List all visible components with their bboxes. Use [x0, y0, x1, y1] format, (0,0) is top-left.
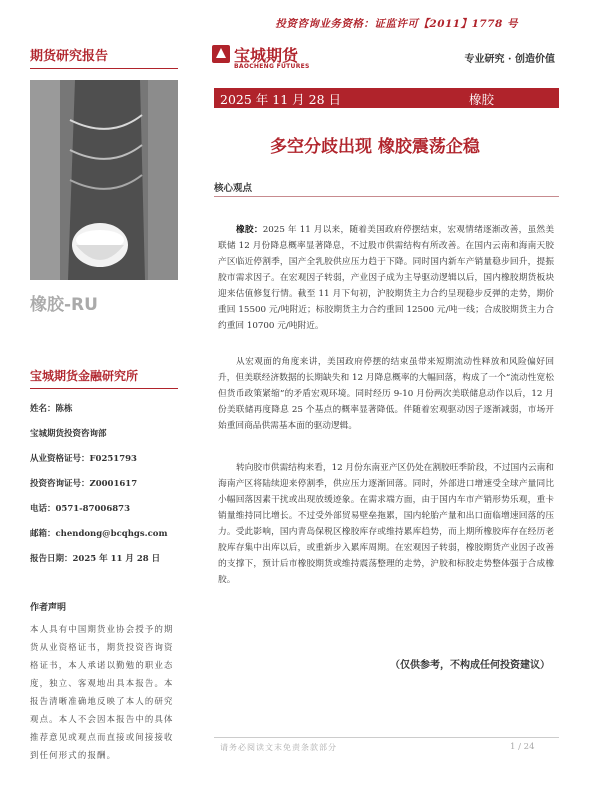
disclaimer-text: 本人具有中国期货业协会授予的期货从业资格证书，期货投资咨询资格证书，本人承诺以勤勉的职业态度，独立、客观地出具本报告。本报告清晰准确地反映了本人的研究观点。本人不会因本报告中的具体推荐意见或观点而直接或间接接收到任何形式的报酬。 [30, 624, 174, 760]
divider [214, 196, 559, 197]
email: 邮箱：chendong@bcqhgs.com [30, 529, 168, 539]
rubber-tree-photo [30, 80, 178, 280]
commodity-code: 橡胶-RU [30, 295, 98, 315]
paragraph-3 [218, 460, 554, 588]
report-date: 报告日期：2025 年 11 月 28 日 [30, 554, 161, 564]
consulting-number: 投资咨询证号：Z0001617 [30, 479, 138, 489]
divider [30, 68, 178, 69]
reference-note: （仅供参考，不构成任何投资建议） [390, 660, 550, 671]
paragraph-lead: 橡胶： [236, 225, 263, 235]
license-text: 投资咨询业务资格：证监许可【2011】1778 号 [275, 18, 518, 30]
paragraph-text: 转向胶市供需结构来看，12 月份东南亚产区仍处在割胶旺季阶段，不过国内云南和海南产区将陆续迎来停割季，供应压力逐渐回落。同时，外部进口增速受全球产量同比小幅回落因素干扰或出现放缓迹象。在需求端方面，由于国内车市产销形势乐观，重卡销量维持同比增长。不过受外部贸易壁垒拖累，国内轮胎产量和出口面临增速回落的压力。受此影响，国内青岛保税区橡胶库存或维持累库趋势，而上期所橡胶库存在经历老胶库存集中出库以后，或重新步入累库周期。在宏观因子转弱，橡胶期货产业因子改善的支撑下，预计后市橡胶期货或维持震荡整理的走势，沪胶和标胶走势整体强于合成橡胶。 [218, 463, 554, 585]
paragraph-text: 从宏观面的角度来讲，美国政府停摆的结束虽带来短期流动性释放和风险偏好回升，但美联经济数据的长期缺失和 12 月降息概率的大幅回落，构成了一个“流动性宽松但货币政策紧缩”的矛盾宏观环境。同时经历 9-10 月份两次美联储息动作以后，12 月份美联储再度降息 25 个基点的概率显著降低。伴随着宏观驱动因子逐渐减弱，市场开始重回商品供需基本面的驱动逻辑。 [218, 357, 554, 431]
divider [30, 388, 178, 389]
disclaimer-title: 作者声明 [30, 603, 67, 613]
institute-name: 宝城期货金融研究所 [30, 369, 139, 383]
qualification-number: 从业资格证号：F0251793 [30, 454, 137, 464]
footer-divider [214, 737, 559, 738]
date-bar [214, 88, 559, 108]
department: 宝城期货投资咨询部 [30, 429, 107, 439]
company-logo [212, 42, 322, 76]
core-view-label: 核心观点 [214, 183, 253, 194]
headline: 多空分歧出现 橡胶震荡企稳 [270, 137, 480, 157]
rubber-tree-image [30, 80, 178, 280]
analyst-name: 姓名：陈栋 [30, 404, 73, 414]
paragraph-text: 2025 年 11 月以来，随着美国政府停摆结束，宏观情绪逐渐改善，虽然美联储 12 月份降息概率显著降息，不过股市供需结构有所改善。在国内云南和海南天胶产区临近停割季，国产全乳胶供应压力趋于下降。同时国内新车产销量稳步回升，提振胶市需求因子。在宏观因子转弱，产业因子成为主导驱动逻辑以后，国内橡胶期货板块迎来估值修复行情。截至 11 月下旬初，沪胶期货主力合约呈现稳步反弹的走势，期价重回 15500 元/吨附近；标胶期货主力合约重回 12500 元/吨一线；合成胶期货主力合约重回 10700 元/吨附近。 [218, 225, 555, 331]
slogan: 专业研究 · 创造价值 [464, 54, 555, 65]
logo-cn: 宝城期货 [234, 46, 299, 65]
report-type-title: 期货研究报告 [30, 49, 109, 64]
logo-en: BAOCHENG FUTURES [234, 63, 310, 70]
paragraph-2 [218, 354, 554, 434]
report-date-header: 2025 年 11 月 28 日 [220, 92, 341, 107]
page-number: 1 / 24 [510, 742, 535, 752]
paragraph-1 [218, 222, 554, 334]
footer-disclaimer-link: 请务必阅读文末免责条款部分 [220, 743, 337, 752]
phone: 电话：0571-87006873 [30, 504, 130, 514]
topic-label: 橡胶 [469, 92, 495, 107]
